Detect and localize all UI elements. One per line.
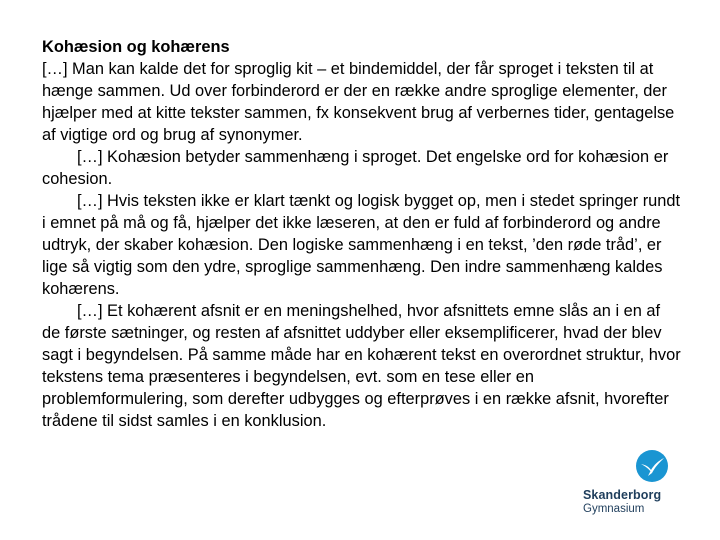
paragraph-3: […] Hvis teksten ikke er klart tænkt og logisk bygget op, men i stedet springer rundt i emnet på må og få, hjælper det ikke læseren, at den er fuld af forbinderord og andre udtryk, der skaber kohæsion. Den logiske sammenhæng i en tekst, ’den røde tråd’, er lige så vigtig som den ydre, sproglige sammenhæng. Den indre sammenhæng kaldes kohærens.: [42, 192, 681, 298]
paragraph-4: […] Et kohærent afsnit er en meningshelhed, hvor afsnittets emne slås an i en af de første sætninger, og resten af afsnittet uddyber eller eksemplificerer, hvad der blev sagt i begyndelsen. På samme måde har en kohærent tekst en overordnet struktur, hvor tekstens tema præsenteres i begyndelsen, evt. som en tese eller en problemformulering, som derefter udbygges og efterprøves i en række afsnit, hvorefter trådene til sidst samles i en konklusion.: [42, 302, 681, 430]
logo-name: Skanderborg: [583, 488, 662, 502]
logo-subtitle: Gymnasium: [583, 503, 645, 515]
school-logo: [583, 450, 683, 520]
paragraph-2: […] Kohæsion betyder sammenhæng i sproget. Det engelske ord for kohæsion er cohesion.: [42, 148, 669, 188]
slide-body: [42, 36, 682, 432]
page-title: Kohæsion og kohærens: [42, 38, 230, 56]
paragraph-1: […] Man kan kalde det for sproglig kit – et bindemiddel, der får sproget i teksten til at hænge sammen. Ud over forbinderord er der en række andre sproglige elementer, der hjælper med at kitte tekster sammen, fx konsekvent brug af verbernes tider, gentagelse af vigtige ord og brug af synonymer.: [42, 60, 675, 144]
bird-in-circle-icon: [636, 450, 668, 482]
